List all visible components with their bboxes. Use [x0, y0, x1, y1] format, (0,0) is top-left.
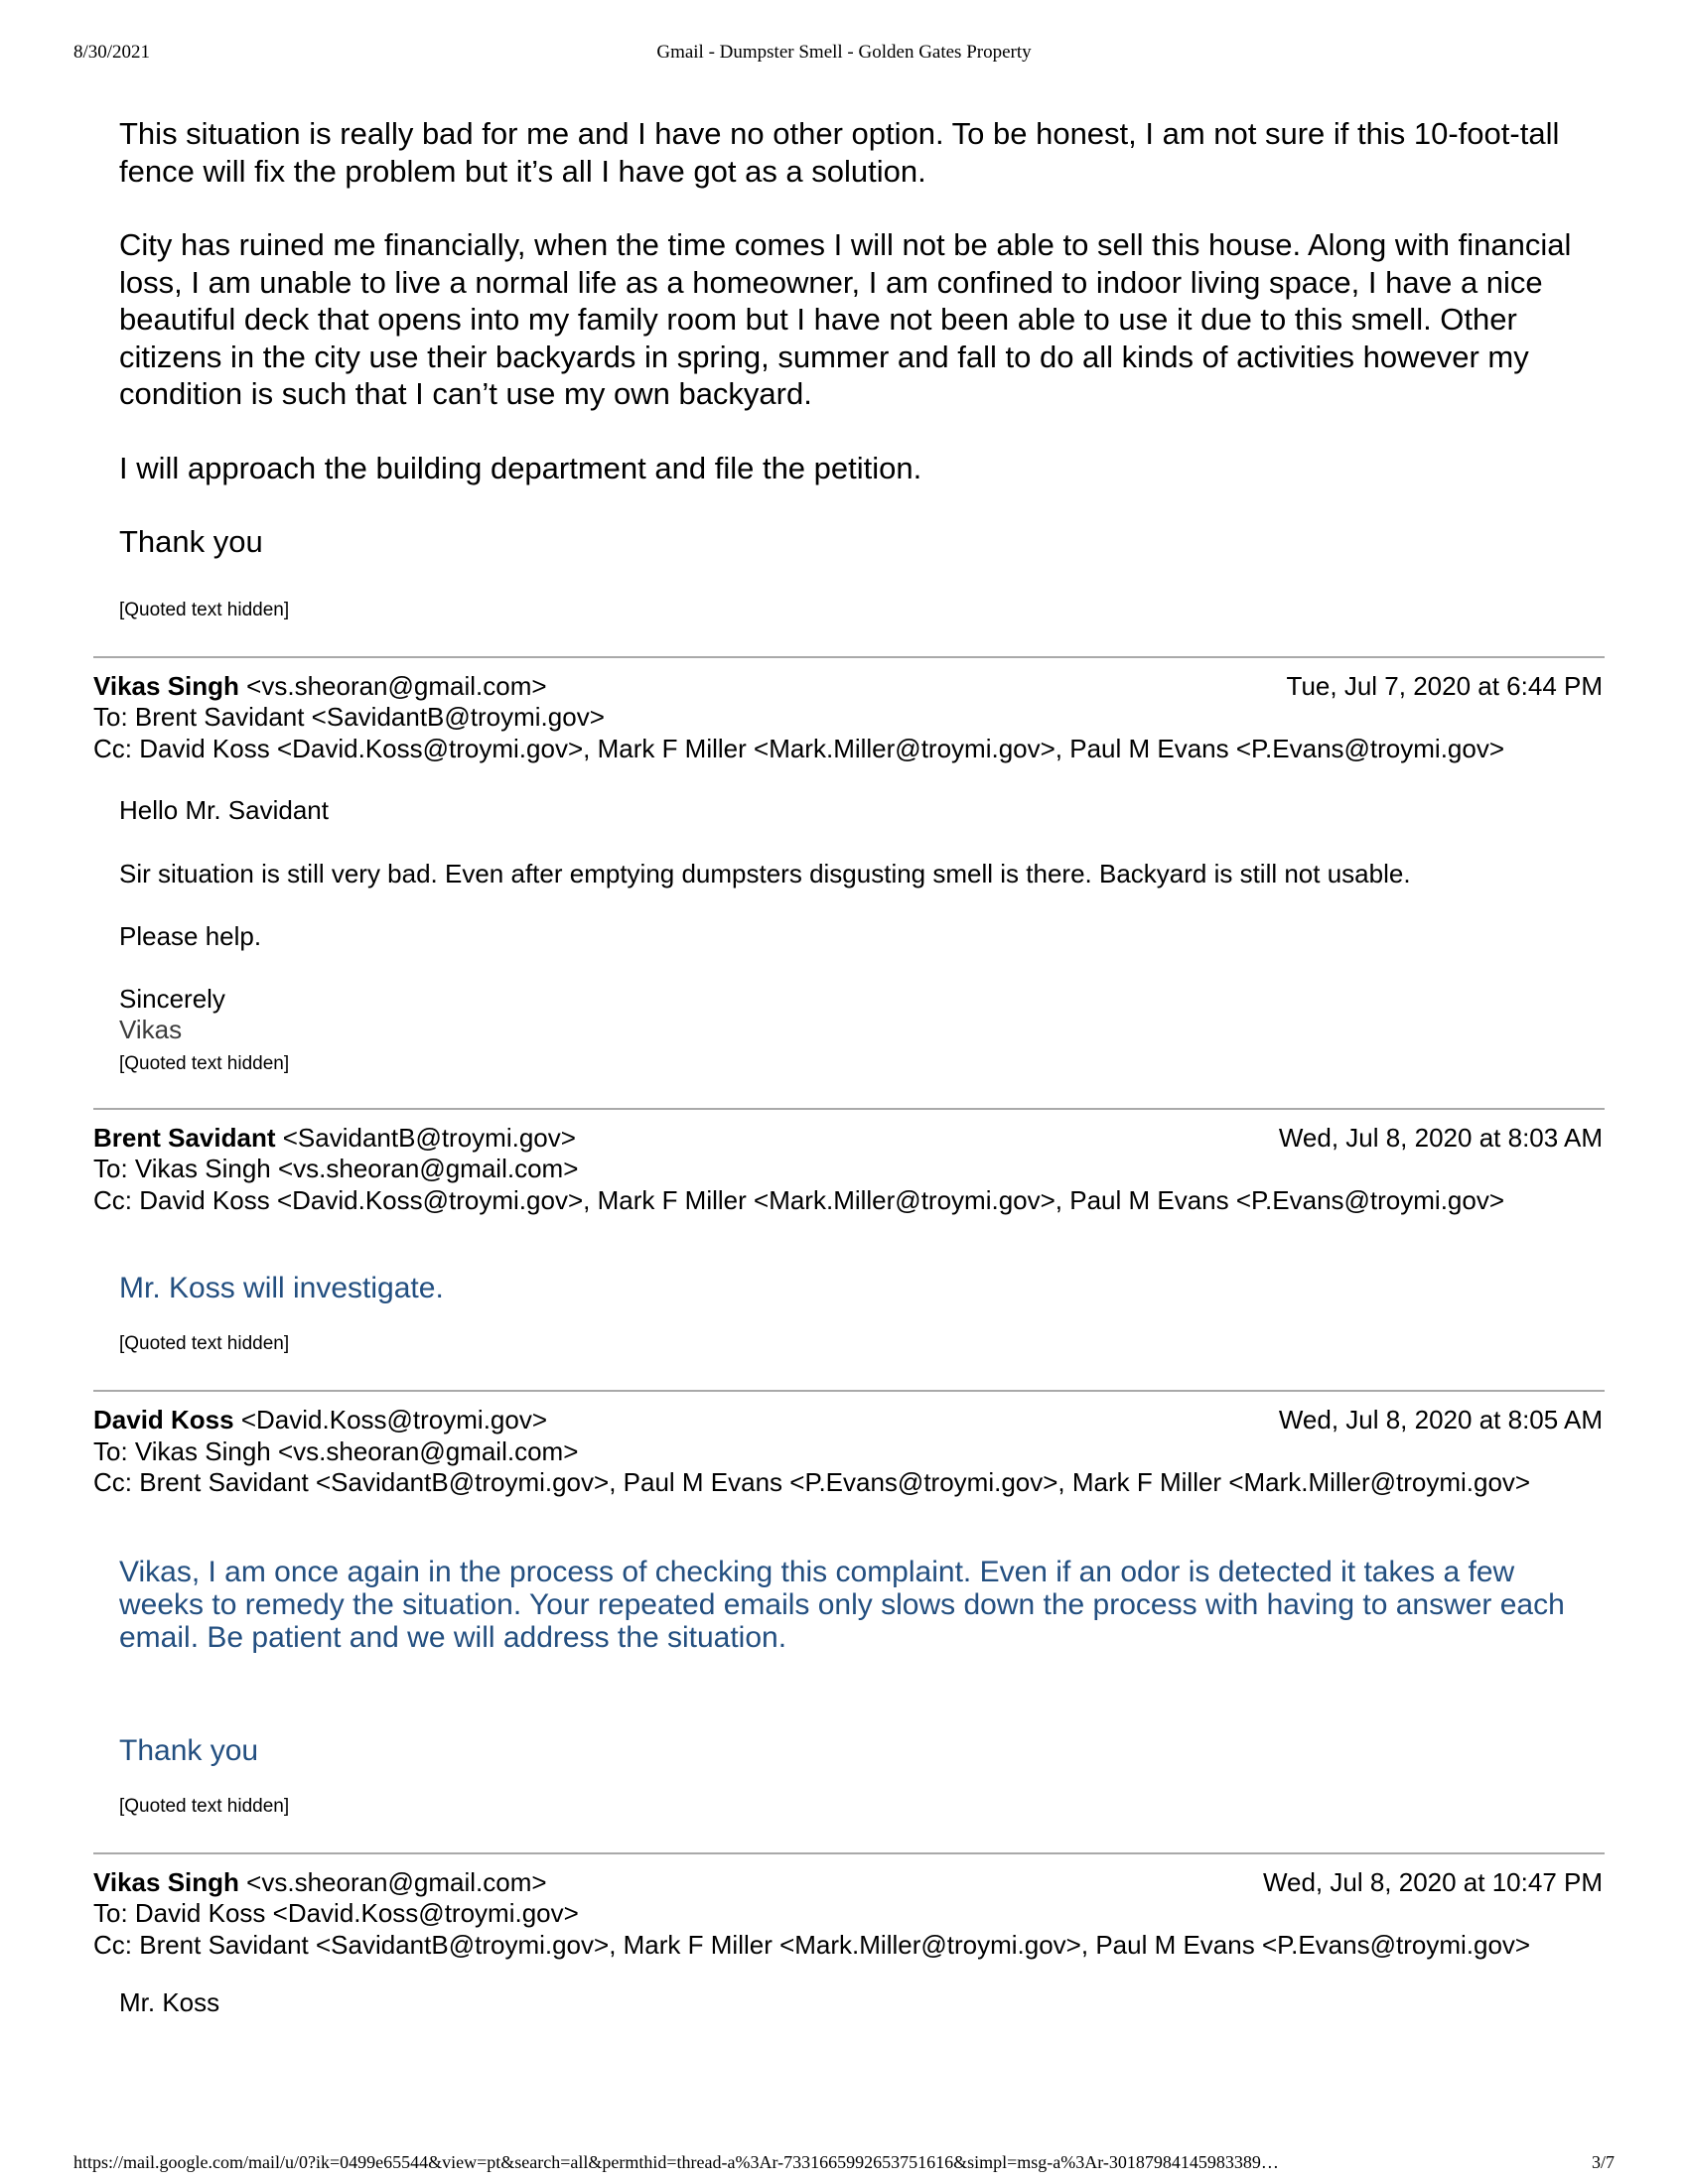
recipients-cc: Cc: David Koss <David.Koss@troymi.gov>, Mark F Miller <Mark.Miller@troymi.gov>, Paul M Evans <P.Evans@troymi.gov>	[93, 733, 1505, 763]
body-paragraph: I will approach the building department and file the petition.	[119, 450, 922, 485]
sender-name: Vikas Singh	[93, 1866, 239, 1897]
body-paragraph: Vikas, I am once again in the process of checking this complaint. Even if an odor is detected it takes a few weeks to remedy the situation. Your repeated emails only slows down the process with having to answer each email. Be patient and we will address the situation.	[119, 1555, 1565, 1654]
message-divider	[93, 656, 1605, 658]
message-body	[93, 1272, 1603, 1356]
sender-name: Brent Savidant	[93, 1122, 276, 1153]
message	[93, 1867, 1603, 2019]
recipients-to: To: Brent Savidant <SavidantB@troymi.gov>	[93, 702, 605, 732]
closing: Sincerely	[119, 983, 225, 1014]
quoted-text-hidden[interactable]: [Quoted text hidden]	[119, 599, 290, 620]
message-date: Tue, Jul 7, 2020 at 6:44 PM	[1286, 670, 1603, 701]
message-date: Wed, Jul 8, 2020 at 10:47 PM	[1262, 1866, 1603, 1897]
recipients-to: To: David Koss <David.Koss@troymi.gov>	[93, 1898, 579, 1928]
recipients-cc: Cc: Brent Savidant <SavidantB@troymi.gov>, Mark F Miller <Mark.Miller@troymi.gov>, Paul M Evans <P.Evans@troymi.gov>	[93, 1929, 1531, 1960]
message-body	[93, 795, 1603, 1076]
thread-content	[93, 115, 1603, 2019]
message-divider	[93, 1852, 1605, 1854]
message-header	[93, 1123, 1603, 1217]
message	[93, 1123, 1603, 1357]
sender-email[interactable]: <vs.sheoran@gmail.com>	[246, 1866, 547, 1897]
print-date: 8/30/2021	[73, 42, 151, 63]
message-divider	[93, 1108, 1605, 1110]
sender-email[interactable]: <vs.sheoran@gmail.com>	[246, 670, 547, 701]
message-header	[93, 1405, 1603, 1499]
recipients-cc: Cc: David Koss <David.Koss@troymi.gov>, Mark F Miller <Mark.Miller@troymi.gov>, Paul M Evans <P.Evans@troymi.gov>	[93, 1184, 1505, 1215]
body-paragraph: City has ruined me financially, when the time comes I will not be able to sell this house. Along with financial loss, I am unable to live a normal life as a homeowner, I am confined to indoor living space, I have a nice beautiful deck that opens into my family room but I have not been able to use it due to this smell. Other citizens in the city use their backyards in spring, summer and fall to do all kinds of activities however my condition is such that I can’t use my own backyard.	[119, 227, 1572, 411]
sender-name: David Koss	[93, 1405, 234, 1434]
greeting: Hello Mr. Savidant	[119, 795, 329, 825]
message	[93, 1405, 1603, 1819]
body-paragraph: Thank you	[119, 524, 263, 559]
quoted-message-body	[93, 115, 1579, 622]
message	[93, 671, 1603, 1076]
closing: Thank you	[119, 1733, 259, 1767]
recipients-to: To: Vikas Singh <vs.sheoran@gmail.com>	[93, 1154, 579, 1183]
message-body	[93, 1556, 1603, 1819]
body-paragraph: Mr. Koss will investigate.	[119, 1272, 444, 1304]
recipients-cc: Cc: Brent Savidant <SavidantB@troymi.gov>, Paul M Evans <P.Evans@troymi.gov>, Mark F Miller <Mark.Miller@troymi.gov>	[93, 1467, 1531, 1497]
signature: Vikas	[119, 1015, 183, 1044]
body-paragraph: This situation is really bad for me and I have no other option. To be honest, I am not sure if this 10-foot-tall fence will fix the problem but it’s all I have got as a solution.	[119, 116, 1560, 189]
message-header	[93, 671, 1603, 765]
sender-name: Vikas Singh	[93, 670, 239, 701]
recipients-to: To: Vikas Singh <vs.sheoran@gmail.com>	[93, 1435, 579, 1466]
body-paragraph: Please help.	[119, 921, 262, 951]
quoted-text-hidden[interactable]: [Quoted text hidden]	[119, 1795, 290, 1817]
quoted-text-hidden[interactable]: [Quoted text hidden]	[119, 1333, 290, 1354]
sender-email[interactable]: <SavidantB@troymi.gov>	[282, 1122, 576, 1153]
quoted-text-hidden[interactable]: [Quoted text hidden]	[119, 1052, 290, 1074]
message-divider	[93, 1390, 1605, 1392]
message-date: Wed, Jul 8, 2020 at 8:05 AM	[1278, 1405, 1603, 1434]
print-url: https://mail.google.com/mail/u/0?ik=0499e65544&view=pt&search=all&permthid=thread-a%3Ar-7331665992653751616&simpl=msg-a%3Ar-30187984145983389…	[73, 2152, 1279, 2172]
message-date: Wed, Jul 8, 2020 at 8:03 AM	[1278, 1122, 1603, 1153]
sender-email[interactable]: <David.Koss@troymi.gov>	[240, 1405, 548, 1434]
body-paragraph: Sir situation is still very bad. Even after emptying dumpsters disgusting smell is there. Backyard is still not usable.	[119, 858, 1411, 888]
message-header	[93, 1867, 1603, 1962]
greeting: Mr. Koss	[119, 1987, 220, 2017]
page-number: 3/7	[1591, 2152, 1615, 2172]
message-body	[93, 1987, 1603, 2019]
print-title: Gmail - Dumpster Smell - Golden Gates Property	[656, 42, 1032, 63]
